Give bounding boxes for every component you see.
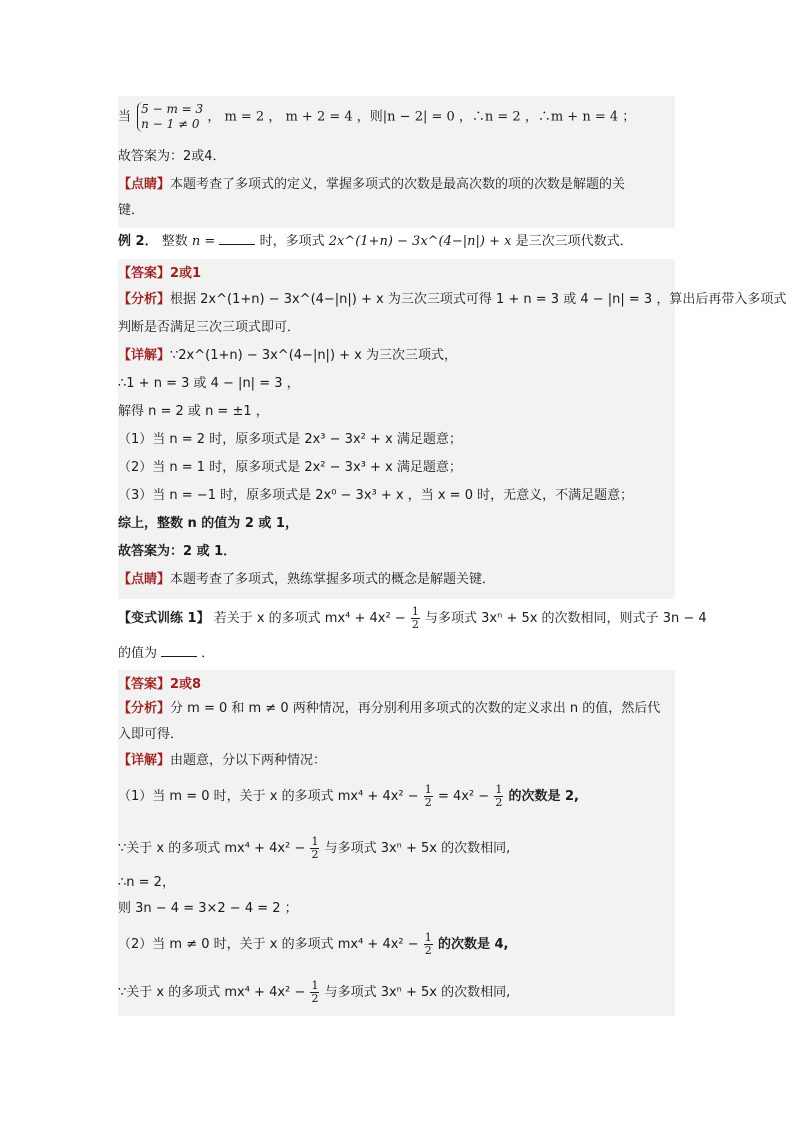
variant-1-line-1	[118, 606, 707, 631]
fraction-numerator: 1	[495, 783, 503, 796]
fraction-half	[424, 932, 433, 957]
case-2-line	[118, 932, 508, 957]
analysis-line-2: 入即可得．	[118, 727, 184, 742]
fraction-half	[494, 784, 503, 809]
answer-label: 【答案】	[118, 266, 171, 281]
block1-line-2: 故答案为：2或4．	[118, 149, 226, 164]
detail-line-3: 解得 n = 2 或 n = ±1 ，	[118, 404, 269, 419]
analysis-label: 【分析】	[118, 292, 171, 307]
solution-block-1	[118, 96, 675, 228]
case-2: （2）当 n = 1 时，原多项式是 2x² − 3x³ + x 满足题意；	[118, 460, 462, 475]
fraction-half	[310, 980, 319, 1005]
fraction-numerator: 1	[424, 783, 432, 796]
solution-block-3	[118, 670, 675, 1016]
fraction-half	[424, 784, 433, 809]
case-1c-line: ∴n = 2，	[118, 875, 175, 890]
detail-text: 由题意，分以下两种情况：	[170, 753, 327, 768]
variant-answer-blank[interactable]	[161, 644, 197, 657]
case-2b-pre: ∵关于 x 的多项式 mx⁴ + 4x² −	[118, 985, 306, 1000]
example-2-pre: 整数	[161, 234, 188, 249]
fraction-denominator: 2	[311, 848, 319, 861]
example-2-mid: 时，多项式	[259, 234, 325, 249]
analysis-line-1	[118, 700, 660, 718]
system-eq-a: 5 − m = 3	[141, 102, 204, 116]
case-1: （1）当 n = 2 时，原多项式是 2x³ − 3x² + x 满足题意；	[118, 432, 462, 447]
dianjing-text: 本题考查了多项式的定义，掌握多项式的次数是最高次数的项的次数是解题的关	[170, 177, 626, 192]
analysis-line-1	[118, 291, 786, 309]
case-2-post: 的次数是 4,	[437, 937, 509, 952]
note-line	[118, 571, 495, 589]
example-2-line	[118, 232, 633, 251]
answer-label: 【答案】	[118, 677, 171, 692]
summary-line: 综上，整数 n 的值为 2 或 1，	[118, 516, 298, 531]
case-1-pre: （1）当 m = 0 时，关于 x 的多项式 mx⁴ + 4x² −	[118, 789, 419, 804]
system-eq-b: n − 1 ≠ 0	[141, 117, 200, 131]
block1-line-4: 键．	[118, 203, 145, 218]
variant-1-value-pre: 的值为	[118, 646, 158, 661]
detail-line-2: ∴1 + n = 3 或 4 − |n| = 3 ，	[118, 376, 300, 391]
block1-line-3	[118, 176, 625, 194]
case-1-post: 的次数是 2,	[508, 789, 579, 804]
detail-line-1	[118, 752, 326, 770]
fraction-numerator: 1	[311, 835, 319, 848]
answer-value: 2或8	[170, 677, 202, 692]
case-1d-line: 则 3n − 4 = 3×2 − 4 = 2 ；	[118, 901, 298, 916]
fraction-numerator: 1	[311, 979, 319, 992]
final-answer-line: 故答案为：2 或 1．	[118, 544, 237, 559]
equation-system	[137, 102, 203, 132]
detail-label: 【详解】	[118, 753, 171, 768]
block1-line-1	[118, 102, 635, 132]
case-1-mid: = 4x² −	[437, 789, 490, 804]
case-1b-post: 与多项式 3xⁿ + 5x 的次数相同,	[324, 841, 511, 856]
analysis-text: 根据 2x^(1+n) − 3x^(4−|n|) + x 为三次三项式可得 1 + n = 3 或 4 − |n| = 3 ，算出后再带入多项式	[170, 292, 787, 307]
fraction-denominator: 2	[411, 618, 419, 631]
variant-1-pre: 若关于 x 的多项式 mx⁴ + 4x² −	[213, 611, 406, 626]
example-2-post: 是三次三项代数式．	[515, 234, 633, 249]
variant-1-line-2	[118, 644, 214, 663]
detail-text: ∵2x^(1+n) − 3x^(4−|n|) + x 为三次三项式，	[170, 348, 457, 363]
case-2-pre: （2）当 m ≠ 0 时，关于 x 的多项式 mx⁴ + 4x² −	[118, 937, 419, 952]
block1-derivation: ， m = 2 ， m + 2 = 4 ，则|n − 2| = 0 ，∴n = 2 ，∴m + n = 4 ；	[207, 109, 636, 125]
case-2b-post: 与多项式 3xⁿ + 5x 的次数相同,	[324, 985, 511, 1000]
fraction-denominator: 2	[424, 944, 432, 957]
case-3: （3）当 n = −1 时，原多项式是 2x⁰ − 3x³ + x ，当 x = 0 时，无意义，不满足题意；	[118, 488, 634, 503]
answer-value: 2或1	[170, 266, 202, 281]
note-label: 【点睛】	[118, 572, 171, 587]
analysis-line-2: 判断是否满足三次三项式即可．	[118, 320, 301, 335]
case-1-line	[118, 784, 579, 809]
note-text: 本题考查了多项式，熟练掌握多项式的概念是解题关键．	[170, 572, 496, 587]
answer-line-3	[118, 676, 201, 694]
case-1b-pre: ∵关于 x 的多项式 mx⁴ + 4x² −	[118, 841, 306, 856]
analysis-label: 【分析】	[118, 701, 171, 716]
example-2-var: n =	[191, 234, 216, 249]
fraction-denominator: 2	[424, 796, 432, 809]
solution-block-2	[118, 259, 787, 599]
answer-line-2	[118, 265, 201, 283]
detail-label: 【详解】	[118, 348, 171, 363]
fraction-half	[411, 606, 420, 631]
case-1b-line	[118, 836, 510, 861]
dianjing-label: 【点睛】	[118, 177, 171, 192]
variant-1-label: 【变式训练 1】	[118, 611, 210, 626]
variant-1-post: 与多项式 3xⁿ + 5x 的次数相同，则式子 3n − 4	[425, 611, 707, 626]
case-2b-line	[118, 980, 510, 1005]
example-2-expression: 2x^(1+n) − 3x^(4−|n|) + x	[328, 234, 512, 249]
example-2-label: 例 2．	[118, 234, 158, 249]
block1-when: 当	[118, 109, 132, 125]
fraction-numerator: 1	[424, 931, 432, 944]
fraction-denominator: 2	[311, 992, 319, 1005]
fraction-numerator: 1	[411, 605, 419, 618]
variant-1-value-post: ．	[201, 646, 215, 661]
analysis-text: 分 m = 0 和 m ≠ 0 两种情况，再分别利用多项式的次数的定义求出 n 的值，然后代	[170, 701, 661, 716]
fraction-half	[310, 836, 319, 861]
detail-line-1	[118, 347, 457, 365]
fraction-denominator: 2	[495, 796, 503, 809]
answer-blank[interactable]	[219, 232, 255, 245]
